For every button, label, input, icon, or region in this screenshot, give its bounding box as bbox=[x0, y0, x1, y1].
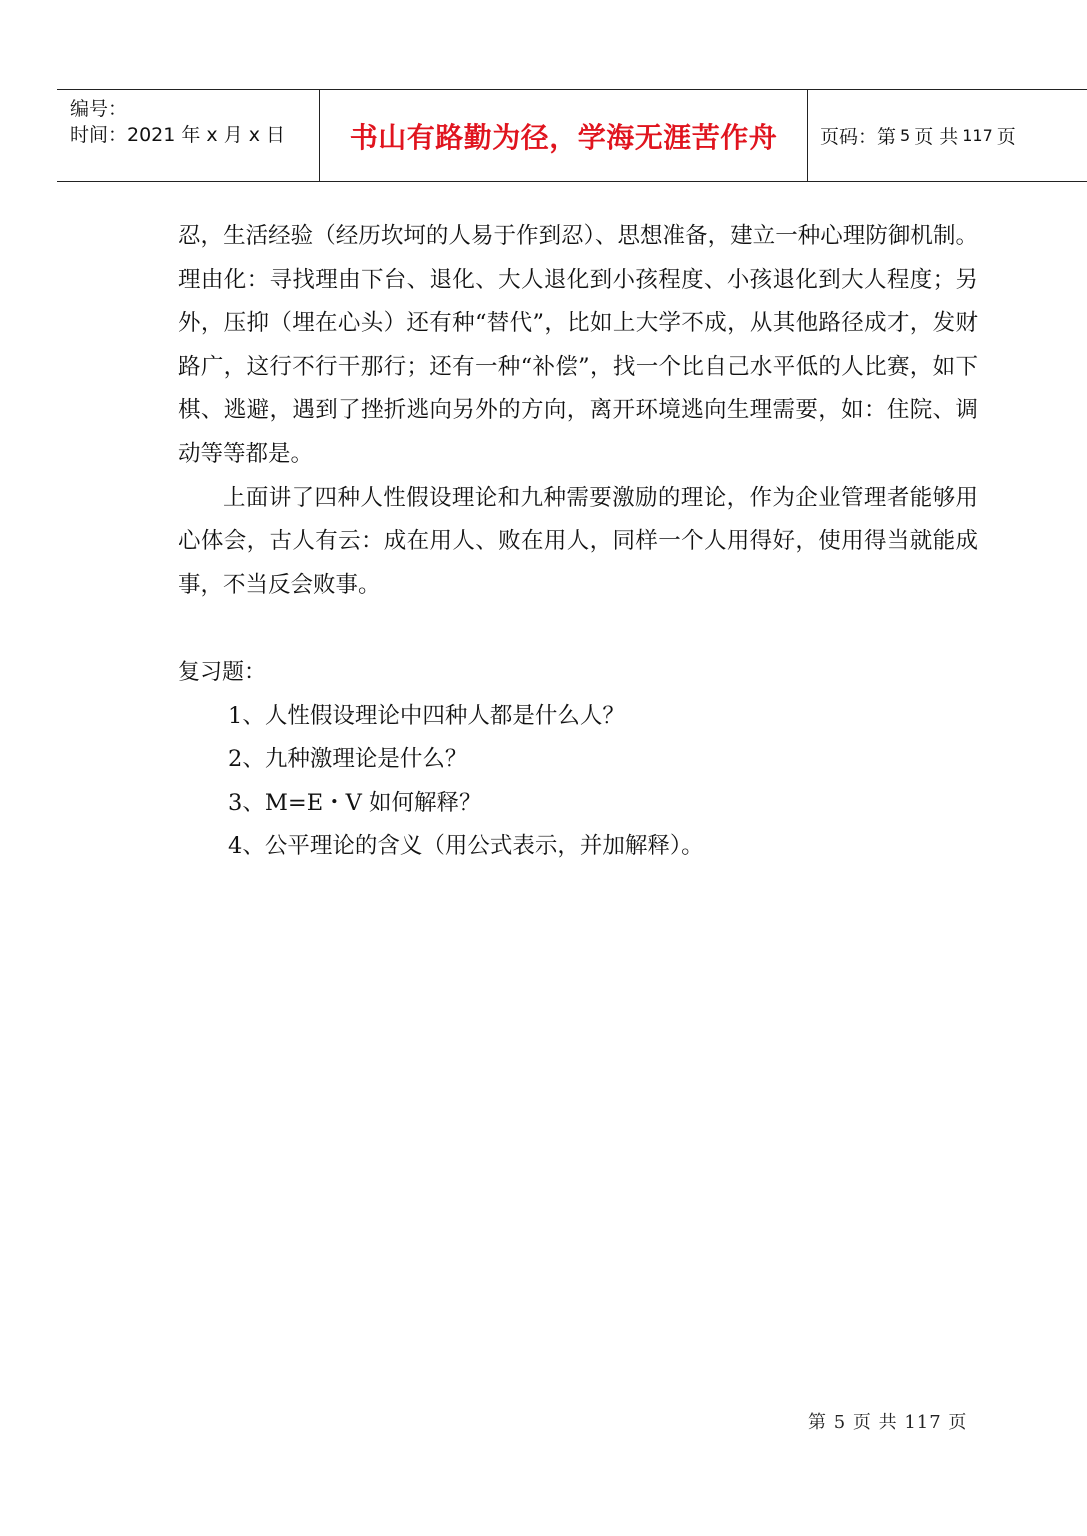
review-question-2: 2、九种激理论是什么？ bbox=[228, 746, 468, 773]
body-paragraph-1: 忍，生活经验（经历坎坷的人易于作到忍）、思想准备，建立一种心理防御机制。理由化：寻找理由下台、退化、大人退化到小孩程度、小孩退化到大人程度；另外，压抑（埋在心头）还有种“替代”，比如上大学不成，从其他路径成才，发财路广，这行不行干那行；还有一种“补偿”，找一个比自己水平低的人比赛，如下棋、逃避，遇到了挫折逃向另外的方向，离开环境逃向生理需要，如：住院、调动等等都是。 bbox=[178, 223, 978, 467]
document-body bbox=[178, 215, 978, 869]
document-date: 时间：2021 年 x 月 x 日 bbox=[70, 124, 286, 146]
header-motto-cell bbox=[320, 90, 808, 181]
body-paragraph-2: 上面讲了四种人性假设理论和九种需要激励的理论，作为企业管理者能够用心体会，古人有云：成在用人、败在用人，同样一个人用得好，使用得当就能成事，不当反会败事。 bbox=[178, 484, 978, 598]
review-question-1: 1、人性假设理论中四种人都是什么人？ bbox=[228, 702, 625, 729]
review-section bbox=[178, 651, 978, 869]
header-meta-cell bbox=[57, 90, 320, 181]
page-mid: 页 共 bbox=[914, 126, 959, 148]
page-footer: 第 5 页 共 117 页 bbox=[808, 1412, 968, 1433]
page-current: 5 bbox=[900, 126, 911, 145]
page-header bbox=[57, 89, 1087, 182]
review-question-4: 4、公平理论的含义（用公式表示，并加解释）。 bbox=[228, 833, 704, 860]
header-motto: 书山有路勤为径，学海无涯苦作舟 bbox=[349, 120, 778, 154]
page-prefix: 页码：第 bbox=[820, 126, 897, 148]
review-title: 复习题： bbox=[178, 659, 267, 685]
document-number-label: 编号： bbox=[70, 98, 128, 120]
page-suffix: 页 bbox=[996, 126, 1016, 148]
header-page-cell bbox=[808, 90, 1087, 181]
page-total: 117 bbox=[962, 126, 993, 145]
review-question-3: 3、M=E・V 如何解释？ bbox=[228, 789, 482, 816]
